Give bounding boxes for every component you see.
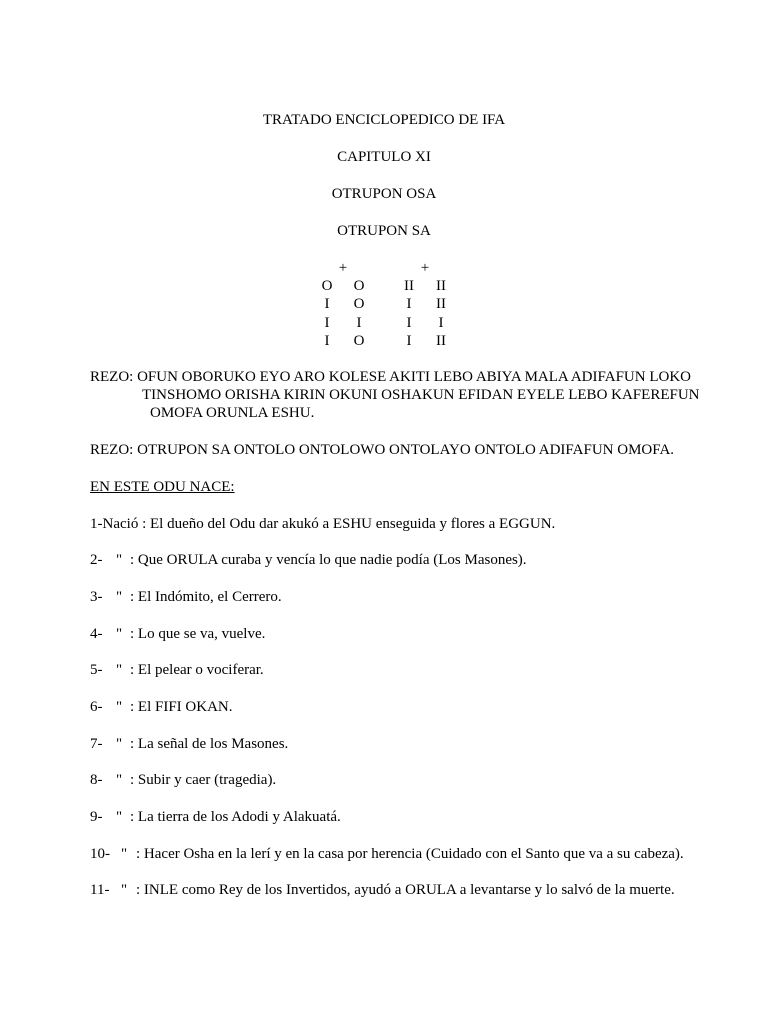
sign-row <box>308 295 378 314</box>
item-text: Nació : El dueño del Odu dar akukó a ESHU enseguida y flores a EGGUN. <box>102 516 556 532</box>
ditto-mark: " <box>116 772 123 788</box>
sign-mark: O <box>321 278 333 294</box>
rezo-line: TINSHOMO ORISHA KIRIN OKUNI OSHAKUN EFIDAN EYELE LEBO KAFEREFUN <box>142 387 700 403</box>
list-item <box>90 771 276 790</box>
item-text: : Que ORULA curaba y vencía lo que nadie podía (Los Masones). <box>130 552 527 568</box>
section-heading: EN ESTE ODU NACE: <box>90 479 235 495</box>
item-text: : La tierra de los Adodi y Alakuatá. <box>130 809 341 825</box>
item-number: 10- <box>90 846 110 862</box>
item-number: 8- <box>90 772 103 788</box>
rezo-paragraph-second: REZO: OTRUPON SA ONTOLO ONTOLOWO ONTOLAYO ONTOLO ADIFAFUN OMOFA. <box>90 442 675 458</box>
ditto-mark: " <box>116 662 123 678</box>
sign-row <box>308 277 378 296</box>
sign-mark: I <box>324 296 330 312</box>
sign-row <box>308 332 378 351</box>
list-item <box>90 735 288 754</box>
item-number: 1- <box>90 516 103 532</box>
ditto-mark: " <box>116 552 123 568</box>
list-item <box>90 808 341 827</box>
item-text: : El FIFI OKAN. <box>130 699 233 715</box>
sign-mark: O <box>353 278 365 294</box>
ditto-mark: " <box>121 882 128 898</box>
ditto-mark: " <box>121 846 128 862</box>
list-item <box>90 551 527 570</box>
item-number: 3- <box>90 589 103 605</box>
item-number: 6- <box>90 699 103 715</box>
sign-mark: O <box>353 296 365 312</box>
ditto-mark: " <box>116 589 123 605</box>
rezo-line: OMOFA ORUNLA ESHU. <box>150 405 315 421</box>
ditto-mark: " <box>116 809 123 825</box>
list-item <box>90 845 684 864</box>
sign-mark: I <box>324 315 330 331</box>
item-text: : El pelear o vociferar. <box>130 662 264 678</box>
sign-plus-mark: + <box>420 260 430 276</box>
list-item <box>90 661 264 680</box>
list-item <box>90 588 282 607</box>
rezo-line: REZO: OFUN OBORUKO EYO ARO KOLESE AKITI LEBO ABIYA MALA ADIFAFUN LOKO <box>90 369 691 385</box>
list-item <box>90 698 233 717</box>
item-number: 9- <box>90 809 103 825</box>
document-title: TRATADO ENCICLOPEDICO DE IFA <box>262 112 506 128</box>
item-number: 11- <box>90 882 110 898</box>
list-item <box>90 515 555 534</box>
sign-row <box>390 332 460 351</box>
item-number: 2- <box>90 552 103 568</box>
list-item <box>90 625 265 644</box>
odu-name: OTRUPON OSA <box>331 186 437 202</box>
sign-mark: II <box>436 333 446 349</box>
item-number: 4- <box>90 626 103 642</box>
item-number: 7- <box>90 736 103 752</box>
sign-mark: O <box>353 333 365 349</box>
sign-mark: II <box>404 278 414 294</box>
item-number: 5- <box>90 662 103 678</box>
ditto-mark: " <box>116 736 123 752</box>
item-text: : El Indómito, el Cerrero. <box>130 589 282 605</box>
sign-row <box>390 295 460 314</box>
sign-row <box>308 314 378 333</box>
sign-mark: I <box>324 333 330 349</box>
sign-mark: I <box>438 315 444 331</box>
list-item <box>90 881 675 900</box>
rezo-paragraph <box>90 368 710 421</box>
item-text: : INLE como Rey de los Invertidos, ayudó a ORULA a levantarse y lo salvó de la muerte. <box>136 882 675 898</box>
chapter-heading: CAPITULO XI <box>337 149 431 165</box>
item-text: : La señal de los Masones. <box>130 736 289 752</box>
item-text: : Subir y caer (tragedia). <box>130 772 277 788</box>
sign-row <box>390 277 460 296</box>
item-text: : Hacer Osha en la lerí y en la casa por herencia (Cuidado con el Santo que va a su cabeza). <box>136 846 684 862</box>
sign-row <box>390 314 460 333</box>
sign-mark: I <box>406 315 412 331</box>
sign-mark: I <box>356 315 362 331</box>
sign-mark: I <box>406 296 412 312</box>
odu-alt-name: OTRUPON SA <box>337 223 431 239</box>
sign-mark: I <box>406 333 412 349</box>
ditto-mark: " <box>116 626 123 642</box>
item-text: : Lo que se va, vuelve. <box>130 626 266 642</box>
ditto-mark: " <box>116 699 123 715</box>
sign-mark: II <box>436 278 446 294</box>
sign-mark: II <box>436 296 446 312</box>
sign-plus-mark: + <box>338 260 348 276</box>
